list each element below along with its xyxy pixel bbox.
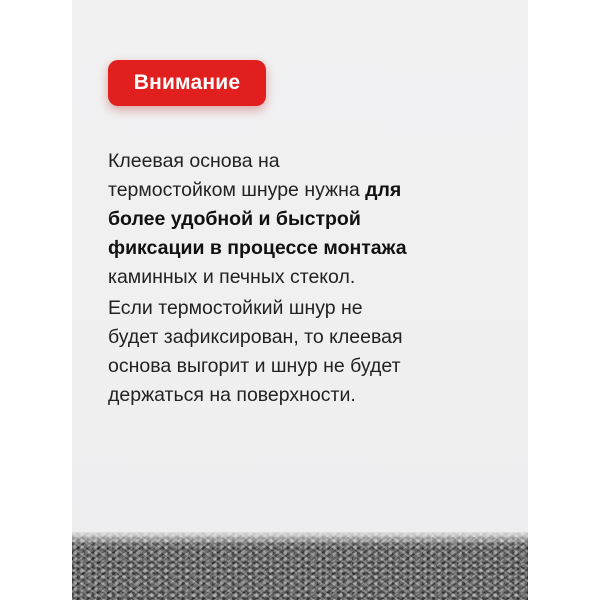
paragraph-adhesive-purpose xyxy=(108,147,508,292)
paragraph1-line2-normal: термостойком шнуре нужна xyxy=(108,179,366,201)
paragraph1-line4: фиксации в процессе монтажа xyxy=(108,237,407,259)
paragraph1-line5: каминных и печных стекол. xyxy=(108,266,356,288)
paragraph1-line3: более удобной и быстрой xyxy=(108,208,361,230)
attention-badge xyxy=(108,60,266,106)
paragraph2-line1: Если термостойкий шнур не xyxy=(108,297,363,319)
braided-cord-image xyxy=(72,532,528,600)
paragraph2-line2: будет зафиксирован, то клеевая xyxy=(108,326,403,348)
attention-badge-label: Внимание xyxy=(133,71,241,94)
braided-cord-fade xyxy=(72,532,528,546)
paragraph1-line2-bold: для xyxy=(365,179,402,201)
paragraph2-line4: держаться на поверхности. xyxy=(108,384,356,406)
paragraph1-line2 xyxy=(108,176,508,205)
paragraph1-line1: Клеевая основа на xyxy=(108,150,280,172)
paragraph2-line3: основа выгорит и шнур не будет xyxy=(108,355,401,377)
paragraph-warning xyxy=(108,294,508,410)
